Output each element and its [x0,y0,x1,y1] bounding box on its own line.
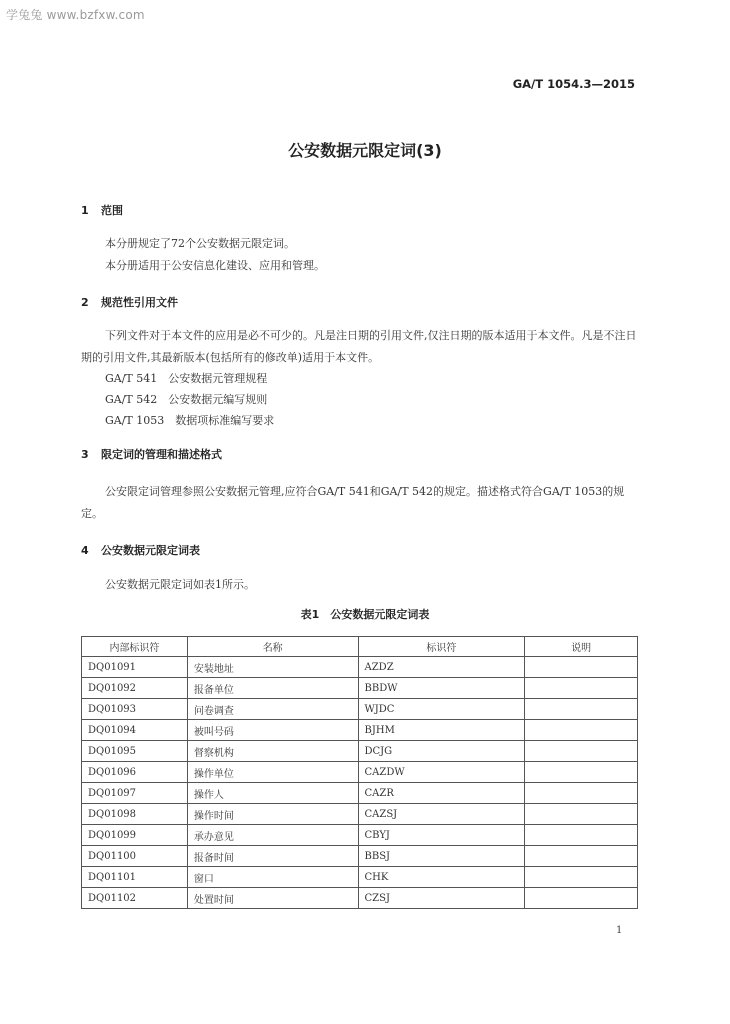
document-title: 公安数据元限定词(3) [288,141,442,160]
internal-id-cell: DQ01102 [82,888,188,909]
note-cell [525,783,638,804]
identifier-cell: BBDW [358,678,525,699]
identifier-cell: CBYJ [358,825,525,846]
internal-id-cell: DQ01093 [82,699,188,720]
identifier-cell: AZDZ [358,657,525,678]
internal-id-cell: DQ01100 [82,846,188,867]
section-title: 限定词的管理和描述格式 [101,448,222,461]
name-cell: 操作时间 [187,804,358,825]
name-cell: 报备时间 [187,846,358,867]
internal-id-cell: DQ01097 [82,783,188,804]
document-code: GA/T 1054.3—2015 [512,77,635,91]
internal-id-cell: DQ01091 [82,657,188,678]
internal-id-cell: DQ01094 [82,720,188,741]
internal-id-cell: DQ01092 [82,678,188,699]
name-cell: 承办意见 [187,825,358,846]
name-cell: 窗口 [187,867,358,888]
note-cell [525,720,638,741]
identifier-cell: BBSJ [358,846,525,867]
reference-item: GA/T 542 公安数据元编写规则 [105,393,268,406]
table-row [82,825,638,846]
section-title: 范围 [101,204,123,217]
note-cell [525,888,638,909]
table-row [82,741,638,762]
identifier-cell: BJHM [358,720,525,741]
identifier-cell: CZSJ [358,888,525,909]
internal-id-cell: DQ01098 [82,804,188,825]
section-3-heading [81,446,222,462]
column-header: 标识符 [358,637,525,657]
identifier-cell: DCJG [358,741,525,762]
section-number: 2 [81,296,89,309]
section-number: 3 [81,448,89,461]
table-row [82,804,638,825]
note-cell [525,846,638,867]
column-header: 名称 [187,637,358,657]
table-row [82,657,638,678]
section-1-paragraph-1: 本分册规定了72个公安数据元限定词。 [105,237,295,250]
table-row [82,867,638,888]
table-row [82,720,638,741]
section-4-paragraph-1: 公安数据元限定词如表1所示。 [105,578,255,591]
table-row [82,762,638,783]
section-1-paragraph-2: 本分册适用于公安信息化建设、应用和管理。 [105,259,325,272]
identifier-cell: CAZSJ [358,804,525,825]
name-cell: 处置时间 [187,888,358,909]
note-cell [525,678,638,699]
table-row [82,888,638,909]
note-cell [525,762,638,783]
section-1-heading [81,202,123,218]
section-2-heading [81,294,178,310]
internal-id-cell: DQ01095 [82,741,188,762]
name-cell: 督察机构 [187,741,358,762]
identifier-cell: CAZDW [358,762,525,783]
name-cell: 安装地址 [187,657,358,678]
name-cell: 操作单位 [187,762,358,783]
watermark-text: 学兔兔 www.bzfxw.com [6,8,145,22]
name-cell: 报备单位 [187,678,358,699]
internal-id-cell: DQ01099 [82,825,188,846]
name-cell: 操作人 [187,783,358,804]
table-row [82,699,638,720]
column-header: 内部标识符 [82,637,188,657]
identifier-cell: WJDC [358,699,525,720]
table-row [82,678,638,699]
column-header: 说明 [525,637,638,657]
page-number: 1 [616,925,623,936]
identifier-cell: CHK [358,867,525,888]
section-2-paragraph-1: 下列文件对于本文件的应用是必不可少的。凡是注日期的引用文件,仅注日期的版本适用于本文件。凡是不注日期的引用文件,其最新版本(包括所有的修改单)适用于本文件。 [81,329,637,364]
table-header-row [82,637,638,657]
reference-item: GA/T 541 公安数据元管理规程 [105,372,268,385]
section-3-paragraph-1: 公安限定词管理参照公安数据元管理,应符合GA/T 541和GA/T 542的规定。描述格式符合GA/T 1053的规定。 [81,485,625,520]
internal-id-cell: DQ01096 [82,762,188,783]
internal-id-cell: DQ01101 [82,867,188,888]
table-row [82,783,638,804]
note-cell [525,825,638,846]
table-row [82,846,638,867]
section-number: 1 [81,204,89,217]
qualifier-table [81,636,638,909]
note-cell [525,804,638,825]
name-cell: 问卷调查 [187,699,358,720]
section-title: 规范性引用文件 [101,296,178,309]
note-cell [525,657,638,678]
table-caption: 表1 公安数据元限定词表 [300,608,430,621]
note-cell [525,741,638,762]
section-number: 4 [81,544,89,557]
section-4-heading [81,542,200,558]
section-title: 公安数据元限定词表 [101,544,200,557]
name-cell: 被叫号码 [187,720,358,741]
note-cell [525,867,638,888]
identifier-cell: CAZR [358,783,525,804]
reference-item: GA/T 1053 数据项标准编写要求 [105,414,275,427]
note-cell [525,699,638,720]
